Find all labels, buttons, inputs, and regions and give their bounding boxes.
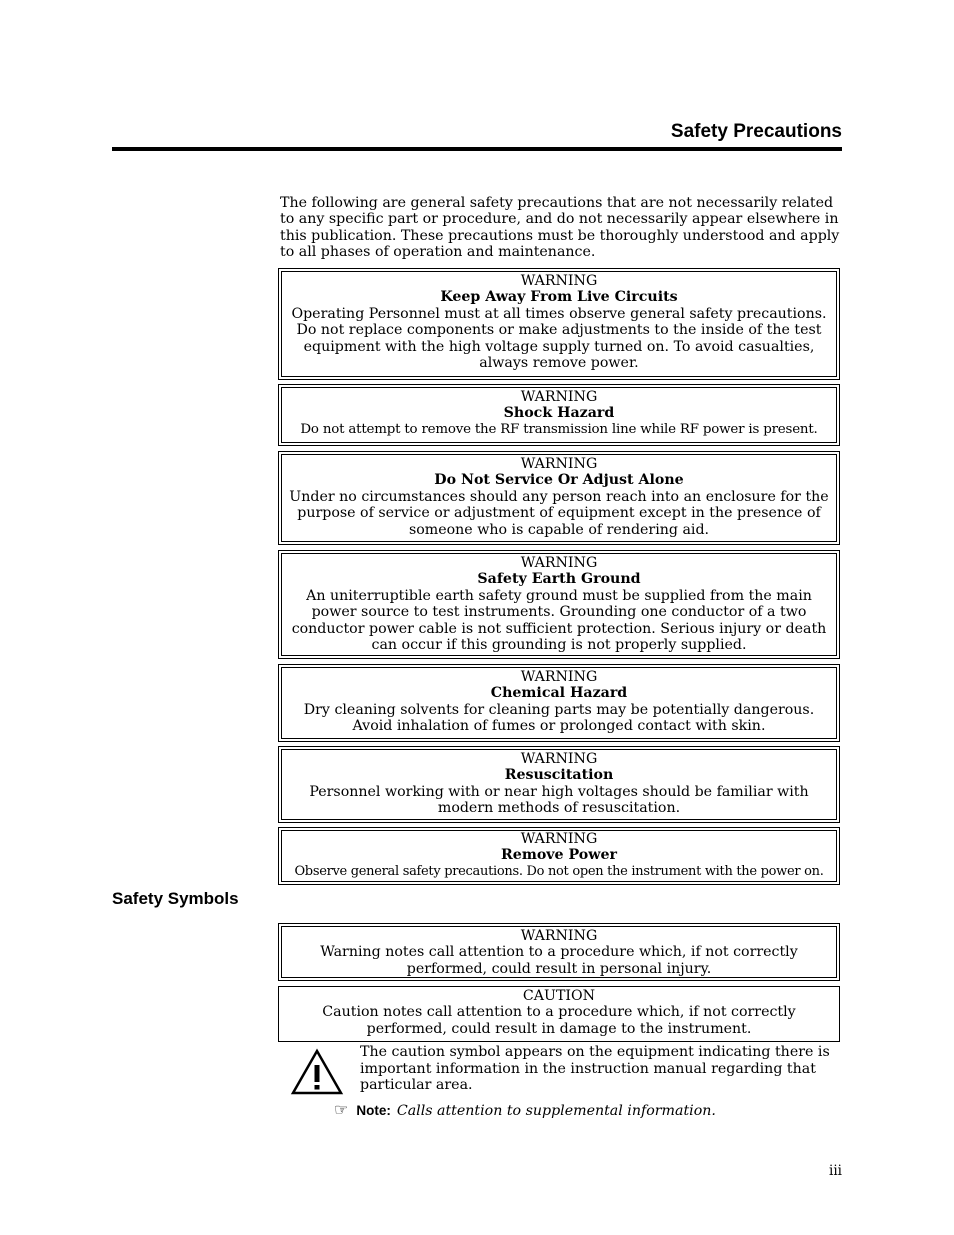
caution-triangle-icon bbox=[290, 1048, 344, 1096]
warning-text: Operating Personnel must at all times observe general safety precautions. Do not replace components or make adjustments to the inside of the test equipment with the high voltage supply turned on. To avoid casualties, always remove power. bbox=[291, 305, 827, 372]
note-text: Calls attention to supplemental information. bbox=[396, 1103, 716, 1119]
warning-box-service-alone bbox=[278, 451, 840, 545]
section-heading-safety-symbols: Safety Symbols bbox=[112, 889, 239, 908]
warning-box-chemical-hazard bbox=[278, 664, 840, 742]
title-rule bbox=[112, 147, 842, 151]
warning-title: Shock Hazard bbox=[503, 405, 615, 422]
warning-text: Personnel working with or near high voltages should be familiar with modern methods of resuscitation. bbox=[309, 783, 809, 817]
warning-text: Dry cleaning solvents for cleaning parts may be potentially dangerous. Avoid inhalation of fumes or prolonged contact with skin. bbox=[303, 701, 815, 735]
warning-label: WARNING bbox=[520, 831, 598, 847]
warning-label: WARNING bbox=[520, 389, 598, 405]
warning-label: WARNING bbox=[520, 273, 598, 289]
warning-box-shock-hazard bbox=[278, 384, 840, 446]
warning-label: WARNING bbox=[520, 751, 598, 767]
warning-box-remove-power bbox=[278, 827, 840, 885]
warning-title: Keep Away From Live Circuits bbox=[440, 289, 678, 306]
warning-box-earth-ground bbox=[278, 550, 840, 659]
warning-title: Safety Earth Ground bbox=[477, 571, 641, 588]
symbol-caution-box bbox=[278, 986, 840, 1042]
warning-title: Do Not Service Or Adjust Alone bbox=[434, 472, 684, 489]
warning-label: WARNING bbox=[520, 669, 598, 685]
symbol-warning-box bbox=[278, 923, 840, 981]
note-label: Note: bbox=[356, 1103, 391, 1118]
page-title: Safety Precautions bbox=[670, 121, 842, 142]
caution-text: Caution notes call attention to a procedure which, if not correctly performed, could result in damage to the instrument. bbox=[322, 1004, 796, 1037]
warning-label: WARNING bbox=[520, 456, 598, 472]
warning-label: WARNING bbox=[520, 928, 598, 944]
pointing-hand-icon: ☞ bbox=[334, 1100, 349, 1119]
warning-label: WARNING bbox=[520, 555, 598, 571]
caution-label: CAUTION bbox=[522, 988, 596, 1004]
warning-text: Do not attempt to remove the RF transmission line while RF power is present. bbox=[300, 421, 818, 437]
warning-title: Chemical Hazard bbox=[490, 685, 628, 702]
page-number: iii bbox=[829, 1163, 842, 1179]
warning-title: Resuscitation bbox=[504, 767, 614, 784]
warning-box-live-circuits bbox=[278, 268, 840, 380]
warning-title: Remove Power bbox=[501, 847, 617, 864]
warning-text: Warning notes call attention to a procedure which, if not correctly performed, could result in personal injury. bbox=[320, 944, 798, 977]
warning-box-resuscitation bbox=[278, 746, 840, 823]
warning-text: Observe general safety precautions. Do not open the instrument with the power on. bbox=[294, 863, 824, 879]
warning-text: An uniterruptible earth safety ground must be supplied from the main power source to test instruments. Grounding one conductor of a two conductor power cable is not sufficient protection. Serious injury or death can occur if this grounding is not properly supplied. bbox=[291, 587, 827, 654]
intro-paragraph: The following are general safety precautions that are not necessarily related to any specific part or procedure, and do not necessarily appear elsewhere in this publication. These precautions must be thoroughly understood and apply to all phases of operation and maintenance. bbox=[280, 195, 840, 261]
caution-symbol-description: The caution symbol appears on the equipment indicating there is important information in the instruction manual regarding that particular area. bbox=[360, 1044, 830, 1094]
note-line bbox=[334, 1101, 716, 1120]
warning-text: Under no circumstances should any person reach into an enclosure for the purpose of service or adjustment of equipment except in the presence of someone who is capable of rendering aid. bbox=[289, 488, 829, 538]
